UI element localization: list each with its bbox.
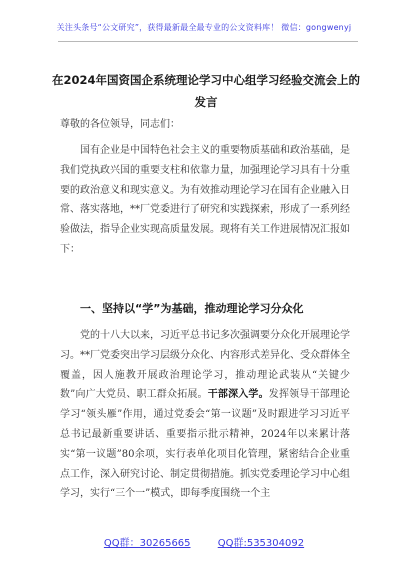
document-title: 在2024年国资国企系统理论学习中心组学习经验交流会上的发言 — [51, 73, 360, 109]
header-divider — [58, 41, 358, 42]
header-promo-note: 关注头条号“公文研究”，获得最新最全最专业的公文资料库！ 微信：gongwenyj — [56, 23, 352, 32]
salutation: 尊敬的各位领导，同志们： — [60, 119, 180, 130]
intro-paragraph: 国有企业是中国特色社会主义的重要物质基础和政治基础，是我们党执政兴国的重要支柱和依靠力量，加强理论学习具有十分重要的政治意义和现实意义。为有效推动理论学习在国有企业融入日常、落实落地，**厂党委进行了研究和实践探索，形成了一系列经验做法，指导企业实现高质量发展。现将有关工作进展情况汇报如下： — [60, 145, 350, 255]
footer-qq-group-2[interactable]: QQ群:535304092 — [217, 538, 305, 549]
section-1-bold-lead: 干部深入学。 — [207, 389, 269, 401]
footer-contacts — [0, 534, 408, 549]
section-heading-1: 一、坚持以“学”为基础，推动理论学习分众化 — [80, 302, 304, 315]
section-1-text-a: 党的十八大以来，习近平总书记多次强调要分众化开展理论学习。**厂党委突出学习层级分众化、内容形式差异化、受众群体全覆盖，因人施教开展政治理论学习，推动理论武装从“关键少数”向广大党员、职工群众拓展。 — [60, 330, 350, 401]
footer-qq-group-1[interactable]: QQ群：30265665 — [103, 538, 191, 549]
section-1-paragraph — [60, 326, 350, 504]
section-1-text-b: 发挥领导干部理论学习“领头雁”作用，通过党委会“第一议题”及时跟进学习习近平总书记最新重要讲话、重要指示批示精神，2024年以来累计落实“第一议题”80余项，实行表单化项目化管理，紧密结合企业重点工作，深入研究讨论、制定贯彻措施。抓实党委理论学习中心组学习，实行“三个一”模式，即每季度围绕一个主 — [60, 389, 350, 500]
